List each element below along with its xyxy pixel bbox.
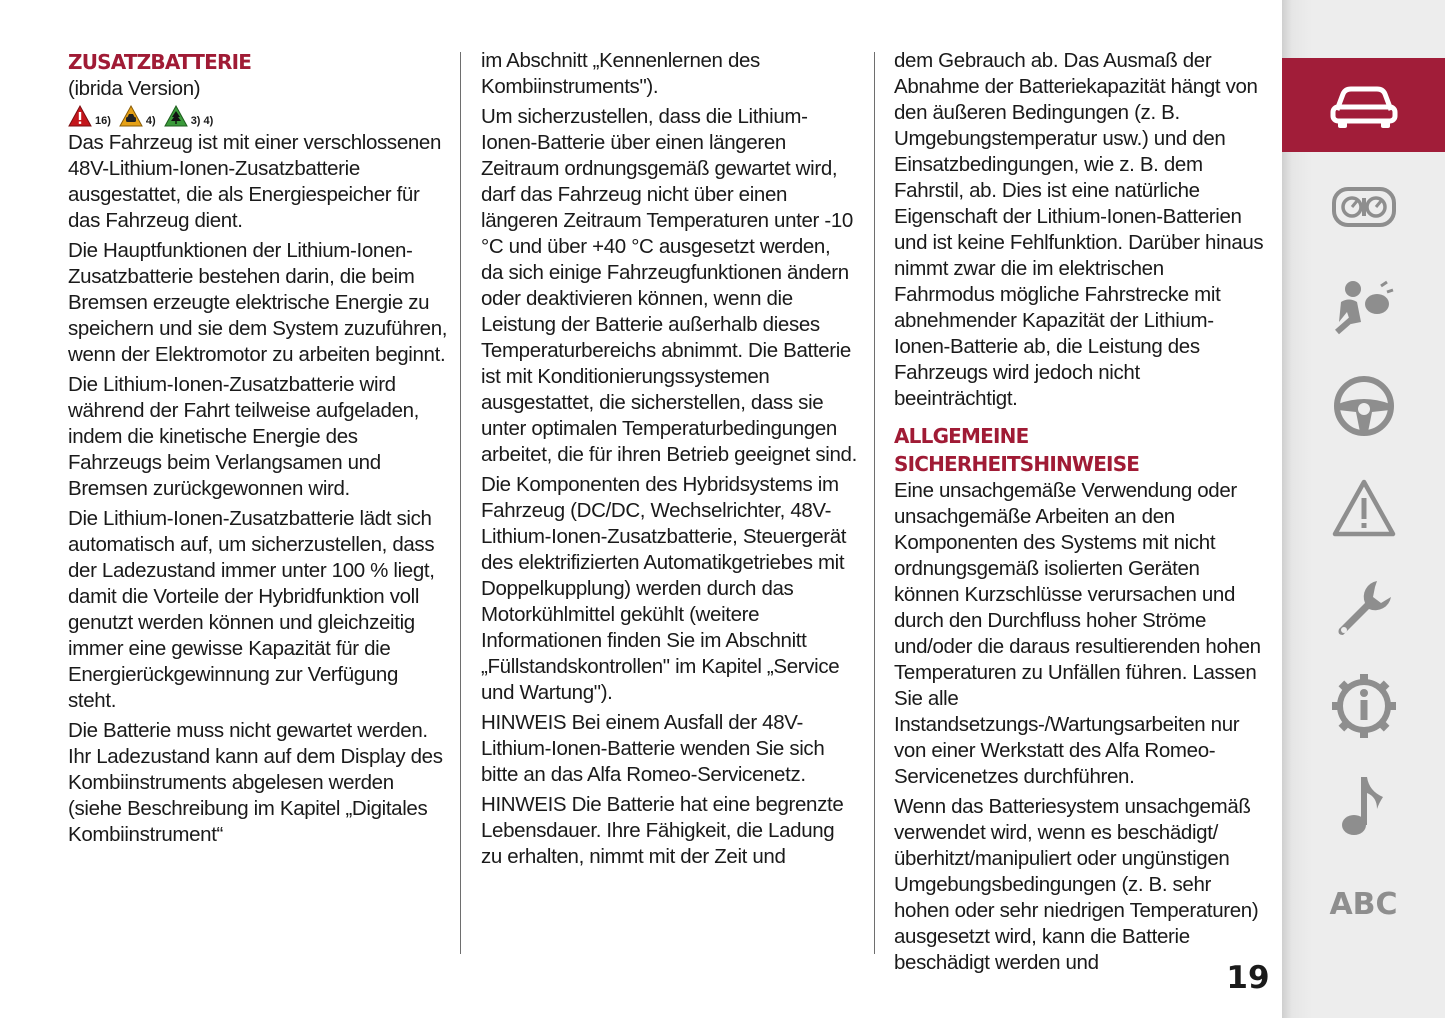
paragraph: dem Gebrauch ab. Das Ausmaß der Abnahme der Batteriekapazität hängt von den äußeren Bedingungen (z. B. Umgebungstemperatur usw.) und den Einsatzbedingungen, wie z. B. dem Fahrstil, ab. Dies ist eine natürliche Eigenschaft der Lithium-Ionen-Batterien und ist keine Fehlfunktion. Darüber hinaus nimmt zwar die im elektrischen Fahrmodus mögliche Fahrstrecke mit abnehmender Kapazität der Lithium-Ionen-Batterie ab, die Leistung des Fahrzeugs wird jedoch nicht beeinträchtigt.: [894, 49, 1264, 410]
column-2: [481, 48, 857, 874]
page-number: 19: [1226, 960, 1270, 996]
paragraph: Das Fahrzeug ist mit einer verschlossenen 48V-Lithium-Ionen-Zusatzbatterie ausgestattet, die als Energiespeicher für das Fahrzeug dient.: [68, 131, 442, 232]
paragraph: Die Hauptfunktionen der Lithium-Ionen-Zusatzbatterie bestehen darin, die beim Bremsen erzeugte elektrische Energie zu speichern und sie dem System zuzuführen, wenn der Elektromotor zu arbeiten beginnt.: [68, 239, 448, 366]
tab-index[interactable]: [1282, 876, 1445, 932]
paragraph: Die Komponenten des Hybridsystems im Fahrzeug (DC/DC, Wechselrichter, 48V-Lithium-Ionen-Zusatzbatterie, Steuergerät des elektrifizierten Automatikgetriebes mit Doppelkupplung) werden durch das Motorkühlmittel gekühlt (weitere Informationen finden Sie im Abschnitt „Füllstandskontrollen" im Kapitel „Service und Wartung").: [481, 473, 847, 704]
section-heading-zusatzbatterie: ZUSATZBATTERIE: [68, 50, 252, 74]
footnote-ref[interactable]: 4): [145, 115, 156, 127]
tab-instruments[interactable]: [1282, 172, 1445, 242]
tab-car[interactable]: [1282, 58, 1445, 152]
car-icon: [1329, 80, 1399, 130]
paragraph: Wenn das Batteriesystem unsachgemäß verwendet wird, wenn es beschädigt/überhitzt/manipuliert oder ungünstigen Umgebungsbedingungen (z. B. sehr hohen oder sehr niedrigen Temperaturen) ausgesetzt wird, kann die Batterie beschädigt werden und: [894, 795, 1259, 974]
warning-triangle-icon: [1331, 478, 1397, 538]
section-heading-sicherheitshinweise: ALLGEMEINE SICHERHEITSHINWEISE: [894, 424, 1140, 476]
abc-index-icon: ABC: [1329, 886, 1398, 922]
paragraph: HINWEIS Bei einem Ausfall der 48V-Lithium-Ionen-Batterie wenden Sie sich bitte an das Alfa Romeo-Servicenetz.: [481, 711, 825, 786]
steering-wheel-icon: [1332, 374, 1396, 438]
paragraph: Die Batterie muss nicht gewartet werden. Ihr Ladezustand kann auf dem Display des Kombiinstruments abgelesen werden (siehe Beschreibung im Kapitel „Digitales Kombiinstrument“: [68, 719, 443, 846]
column-3: [894, 48, 1266, 980]
airbag-safety-icon: [1331, 278, 1397, 338]
paragraph: Um sicherzustellen, dass die Lithium-Ionen-Batterie über einen längeren Zeitraum ordnungsgemäß gewartet wird, darf das Fahrzeug nicht über einen längeren Zeitraum Temperaturen unter -10 °C und über +40 °C ausgesetzt werden, da sich einige Fahrzeugfunktionen ändern oder deaktivieren können, wenn die Leistung der Batterie außerhalb dieses Temperaturbereichs abnimmt. Die Batterie ist mit Konditionierungssystemen ausgestattet, die sicherstellen, dass sie unter optimalen Temperaturbedingungen arbeitet, die für ihren Betrieb geeignet sind.: [481, 105, 857, 466]
paragraph: Die Lithium-Ionen-Zusatzbatterie wird während der Fahrt teilweise aufgeladen, indem die kinetische Energie des Fahrzeugs beim Verlangsamen und Bremsen zurückgewonnen wird.: [68, 373, 420, 500]
footnote-ref[interactable]: 16): [95, 115, 111, 127]
warning-red-icon[interactable]: [68, 105, 111, 127]
tab-steering[interactable]: [1282, 364, 1445, 448]
wrench-icon: [1331, 575, 1397, 641]
paragraph: Eine unsachgemäße Verwendung oder unsachgemäße Arbeiten an den Komponenten des Systems mit nicht ordnungsgemäß isolierten Geräten können Kurzschlüsse verursachen und durch den Durchfluss hoher Ströme und/oder die daraus resultierenden hohen Temperaturen zu Unfällen führen. Lassen Sie alle Instandsetzungs-/Wartungsarbeiten nur von einer Werkstatt des Alfa Romeo-Servicenetzes durchführen.: [894, 479, 1261, 788]
tab-technical-data[interactable]: [1282, 664, 1445, 748]
column-divider: [460, 52, 461, 954]
tab-maintenance[interactable]: [1282, 566, 1445, 650]
tab-multimedia[interactable]: [1282, 764, 1445, 848]
car-warning-amber-icon[interactable]: [119, 105, 156, 127]
column-1: [68, 48, 448, 852]
footnote-ref[interactable]: 3) 4): [190, 115, 214, 127]
warning-icons-row: [68, 102, 448, 130]
paragraph: HINWEIS Die Batterie hat eine begrenzte Lebensdauer. Ihre Fähigkeit, die Ladung zu erhalten, nimmt mit der Zeit und: [481, 793, 844, 868]
tab-warnings[interactable]: [1282, 466, 1445, 550]
column-divider: [874, 52, 875, 954]
paragraph: im Abschnitt „Kennenlernen des Kombiinstruments").: [481, 49, 760, 98]
info-gear-icon: [1331, 673, 1397, 739]
section-subheading: (ibrida Version): [68, 77, 201, 100]
music-note-icon: [1339, 773, 1389, 839]
tab-safety[interactable]: [1282, 268, 1445, 348]
paragraph: Die Lithium-Ionen-Zusatzbatterie lädt sich automatisch auf, um sicherzustellen, dass der Ladezustand immer unter 100 % liegt, damit die Vorteile der Hybridfunktion voll genutzt werden können und gleichzeitig immer eine gewisse Kapazität für die Energierückgewinnung zur Verfügung steht.: [68, 507, 435, 712]
tree-environment-green-icon[interactable]: [164, 105, 214, 127]
instrument-cluster-icon: [1331, 184, 1397, 230]
